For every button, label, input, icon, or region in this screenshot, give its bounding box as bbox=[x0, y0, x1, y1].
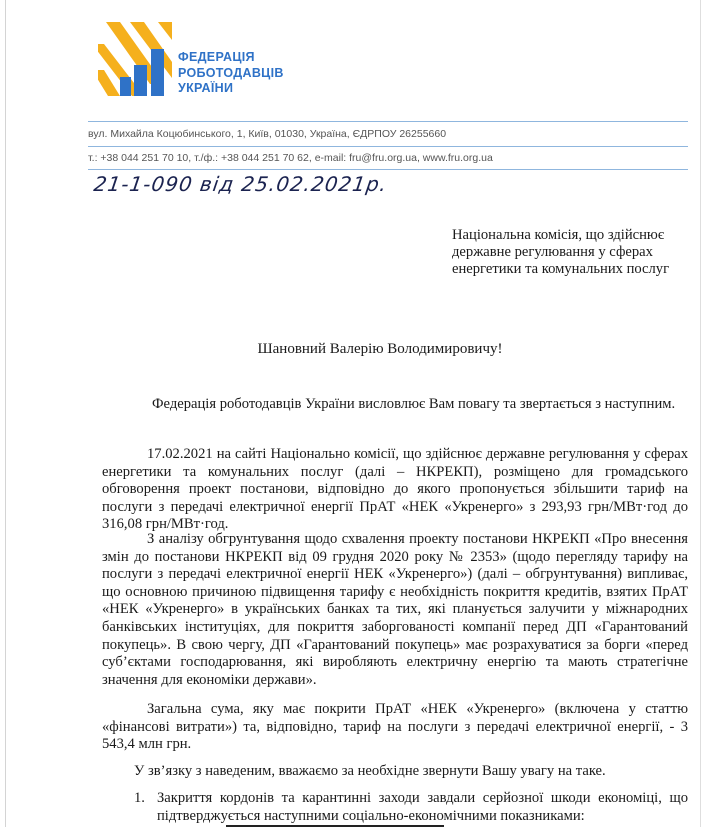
page-edge-right bbox=[700, 0, 701, 827]
page-edge-left bbox=[5, 0, 6, 827]
addressee-block bbox=[452, 227, 669, 278]
body-paragraph: 17.02.2021 на сайті Національно комісії, що здійснює державне регулювання у сферах енергетики та комунальних послуг (далі – НКРЕКП), розміщено для громадського обговорення проект постанови, відповідно до якого пропонується збільшити тариф на послуги з передачі електричної енергії ПрАТ «НЕК «Укренерго» з 293,93 грн/МВт·год до 316,08 грн/МВт·год. bbox=[102, 446, 688, 533]
list-item-text: Закриття кордонів та карантинні заходи завдали серйозної шкоди економіці, що підтверджується наступними соціально-економічними показниками: bbox=[157, 790, 688, 824]
addressee-line: Національна комісія, що здійснює bbox=[452, 227, 665, 243]
org-name bbox=[178, 50, 284, 97]
body-paragraph: З аналізу обгрунтування щодо схвалення проекту постанови НКРЕКП «Про внесення змін до постанови НКРЕКП від 09 грудня 2020 року № 2353» (щодо перегляду тарифу на послуги з передачі електричної енергії НЕК «Укренерго») (далі – обгрунтування) випливає, що основною причиною підвищення тарифу є необхідність покриття кредитів, взятих ПрАТ «НЕК «Укренерго» в українських банках та тих, які планується залучити у міжнародних банківських інституціях, для покриття заборгованості компанії перед ДП «Гарантований покупець». В свою чергу, ДП «Гарантований покупець» має розрахуватися за борги «перед суб’єктами господарювання, які виробляють електричну енергію та мають стратегічне значення для економіки держави». bbox=[102, 531, 688, 688]
org-contacts: т.: +38 044 251 70 10, т./ф.: +38 044 251 70 62, e-mail: fru@fru.org.ua, www.fru.org.ua bbox=[88, 152, 493, 164]
intro-sentence: Федерація роботодавців України висловлює Вам повагу та звертається з наступним. bbox=[152, 396, 676, 412]
list-item-number: 1. bbox=[134, 790, 145, 806]
salutation: Шановний Валерію Володимировичу! bbox=[257, 341, 503, 357]
org-address: вул. Михайла Коцюбинського, 1, Київ, 01030, Україна, ЄДРПОУ 26255660 bbox=[88, 128, 447, 140]
header-rule bbox=[88, 146, 688, 147]
header-rule bbox=[88, 121, 688, 122]
addressee-line: державне регулювання у сферах bbox=[452, 244, 653, 260]
org-name-line: РОБОТОДАВЦІВ bbox=[178, 65, 284, 80]
header-rule bbox=[88, 169, 688, 170]
body-paragraph: У зв’язку з наведеним, вважаємо за необхідне звернути Вашу увагу на таке. bbox=[134, 763, 606, 779]
body-paragraph: Загальна сума, яку має покрити ПрАТ «НЕК «Укренерго» (включена у статтю «фінансові витрати») та, відповідно, тариф на послуги з передачі електричної енергії, - 3 543,4 млн грн. bbox=[102, 701, 688, 753]
addressee-line: енергетики та комунальних послуг bbox=[452, 261, 670, 277]
federation-logo-icon bbox=[98, 22, 172, 96]
org-name-line: ФЕДЕРАЦІЯ bbox=[178, 50, 255, 64]
handwritten-registration-number: 21-1-090 від 25.02.2021р. bbox=[92, 172, 389, 196]
org-name-line: УКРАЇНИ bbox=[178, 81, 234, 95]
